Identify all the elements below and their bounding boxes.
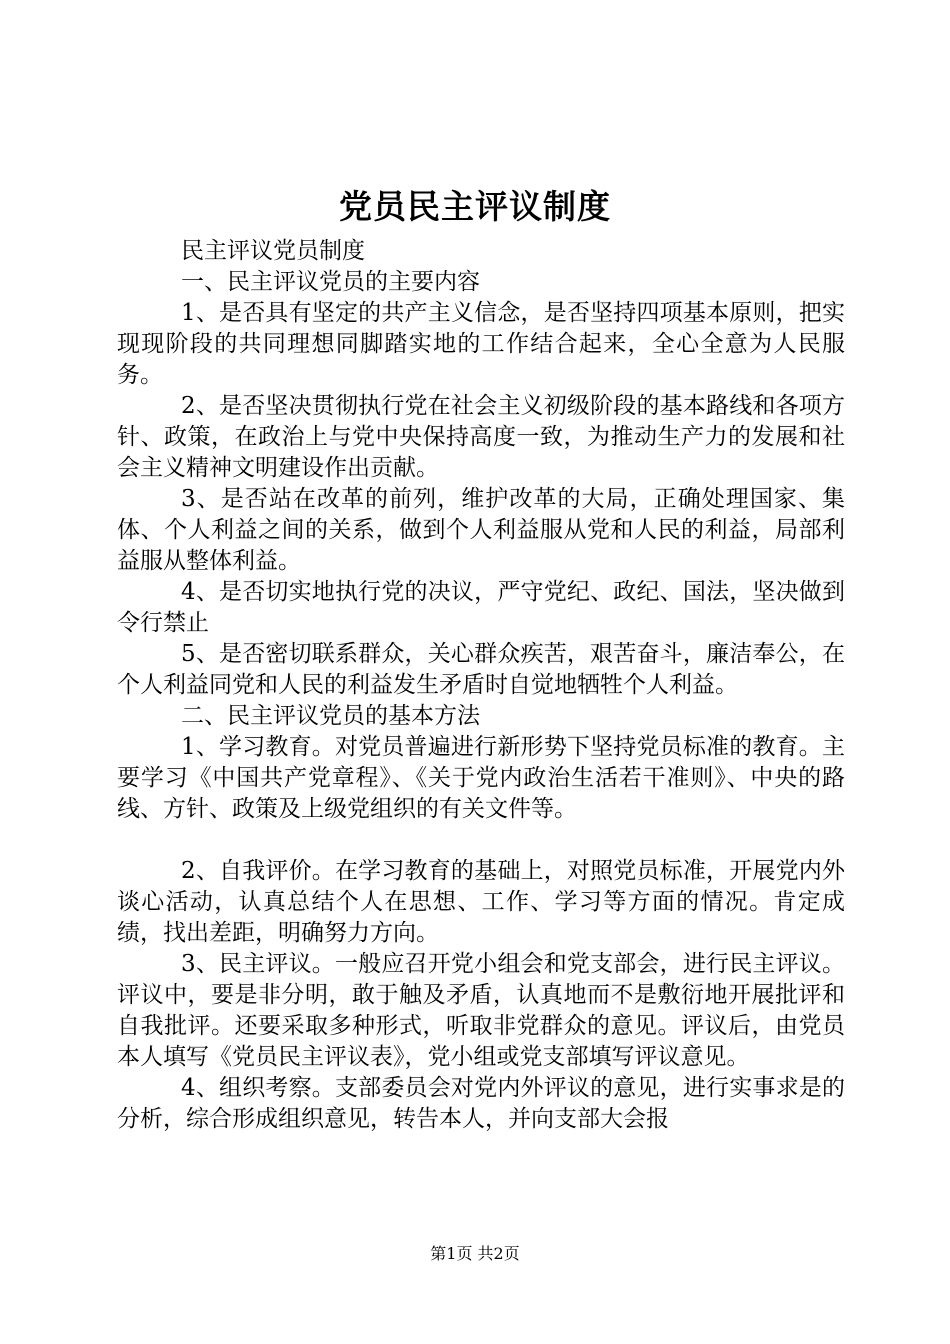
document-title: 党员民主评议制度	[339, 187, 611, 226]
body-paragraph-heading: 民主评议党员制度	[181, 238, 365, 264]
body-paragraph: 1、学习教育。对党员普遍进行新形势下坚持党员标准的教育。主要学习《中国共产党章程》、《关于党内政治生活若干准则》、中央的路线、方针、政策及上级党组织的有关文件等。	[117, 734, 845, 822]
page-number-footer: 第1页 共2页	[430, 1244, 520, 1263]
section-heading-methods: 二、民主评议党员的基本方法	[181, 703, 480, 729]
document-body	[117, 236, 845, 1135]
body-paragraph: 1、是否具有坚定的共产主义信念，是否坚持四项基本原则，把实现现阶段的共同理想同脚踏实地的工作结合起来，全心全意为人民服务。	[117, 300, 845, 388]
body-paragraph: 4、组织考察。支部委员会对党内外评议的意见，进行实事求是的分析，综合形成组织意见，转告本人，并向支部大会报	[117, 1075, 845, 1132]
body-paragraph: 2、自我评价。在学习教育的基础上，对照党员标准，开展党内外谈心活动，认真总结个人在思想、工作、学习等方面的情况。肯定成绩，找出差距，明确努力方向。	[117, 858, 845, 946]
body-paragraph: 5、是否密切联系群众，关心群众疾苦，艰苦奋斗，廉洁奉公，在个人利益同党和人民的利益发生矛盾时自觉地牺牲个人利益。	[117, 641, 845, 698]
section-heading-content: 一、民主评议党员的主要内容	[181, 269, 480, 295]
body-paragraph: 3、民主评议。一般应召开党小组会和党支部会，进行民主评议。评议中，要是非分明，敢于触及矛盾，认真地而不是敷衍地开展批评和自我批评。还要采取多种形式，听取非党群众的意见。评议后，由党员本人填写《党员民主评议表》，党小组或党支部填写评议意见。	[117, 951, 845, 1070]
body-paragraph: 3、是否站在改革的前列，维护改革的大局，正确处理国家、集体、个人利益之间的关系，做到个人利益服从党和人民的利益，局部利益服从整体利益。	[117, 486, 845, 574]
body-paragraph: 2、是否坚决贯彻执行党在社会主义初级阶段的基本路线和各项方针、政策，在政治上与党中央保持高度一致，为推动生产力的发展和社会主义精神文明建设作出贡献。	[117, 393, 845, 481]
body-paragraph: 4、是否切实地执行党的决议，严守党纪、政纪、国法，坚决做到令行禁止	[117, 579, 845, 636]
